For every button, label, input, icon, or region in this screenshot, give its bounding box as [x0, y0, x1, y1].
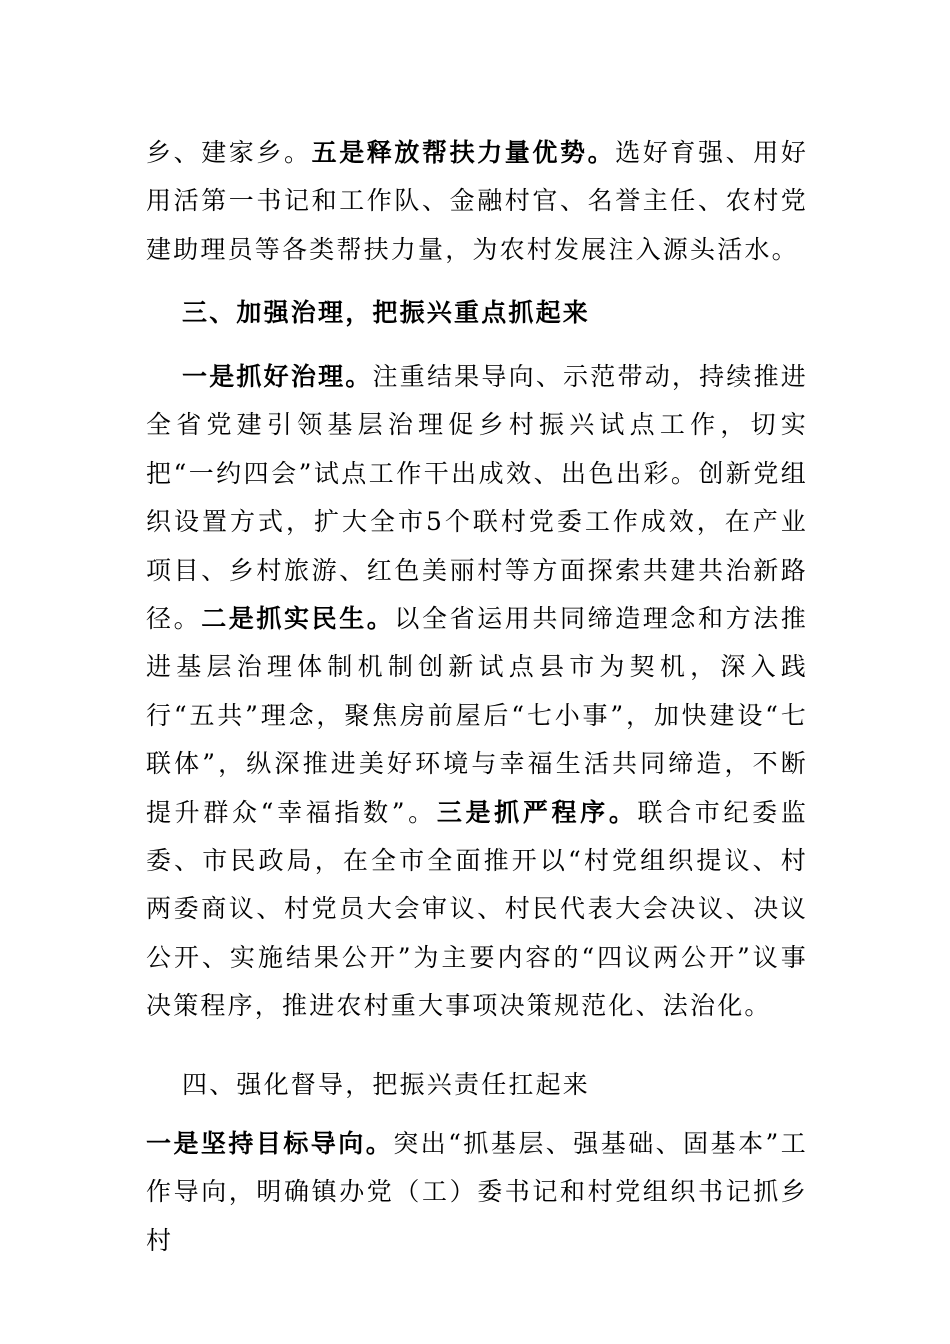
paragraph-text: 突出“抓基层、强基础、固基本”工作导向，明确镇办党（工）委书记和村党组织书记抓乡村	[146, 1129, 808, 1255]
bold-lead: 二是抓实民生。	[201, 604, 395, 634]
paragraph-text: 联合市纪委监委、市民政局，在全市全面推开以“村党组织提议、村两委商议、村党员大会审议、村民代表大会决议、决议公开、实施结果公开”为主要内容的“四议两公开”议事决策程序，推进农村重大事项决策规范化、法治化。	[146, 797, 808, 1021]
section-heading-4: 四、强化督导，把振兴责任扛起来	[182, 1070, 591, 1099]
paragraph-text: 选好育强、用好用活第一书记和工作队、金融村官、名誉主任、农村党建助理员等各类帮扶力量，为农村发展注入源头活水。	[146, 138, 809, 264]
paragraph-help-forces	[146, 129, 808, 274]
bold-lead: 五是释放帮扶力量优势。	[311, 138, 616, 167]
paragraph-supervision	[146, 1120, 808, 1265]
section-heading-3: 三、加强治理，把振兴重点抓起来	[182, 298, 591, 327]
paragraph-text: 注重结果导向、示范带动，持续推进全省党建引领基层治理促乡村振兴试点工作，切实把“一约四会”试点工作干出成效、出色出彩。创新党组织设置方式，扩大全市5个联村党委工作成效，在产业项目、乡村旅游、红色美丽村等方面探索共建共治新路径。	[146, 362, 808, 634]
bold-lead: 一是坚持目标导向。	[146, 1129, 394, 1158]
paragraph-text: 乡、建家乡。	[146, 138, 312, 167]
paragraph-text: 以全省运用共同缔造理念和方法推进基层治理体制机制创新试点县市为契机，深入践行“五共”理念，聚焦房前屋后“七小事”，加快建设“七联体”，纵深推进美好环境与幸福生活共同缔造，不断提升群众“幸福指数”。	[146, 604, 808, 827]
paragraph-governance	[146, 353, 808, 1031]
bold-lead: 三是抓严程序。	[436, 797, 638, 827]
bold-lead: 一是抓好治理。	[182, 362, 373, 391]
